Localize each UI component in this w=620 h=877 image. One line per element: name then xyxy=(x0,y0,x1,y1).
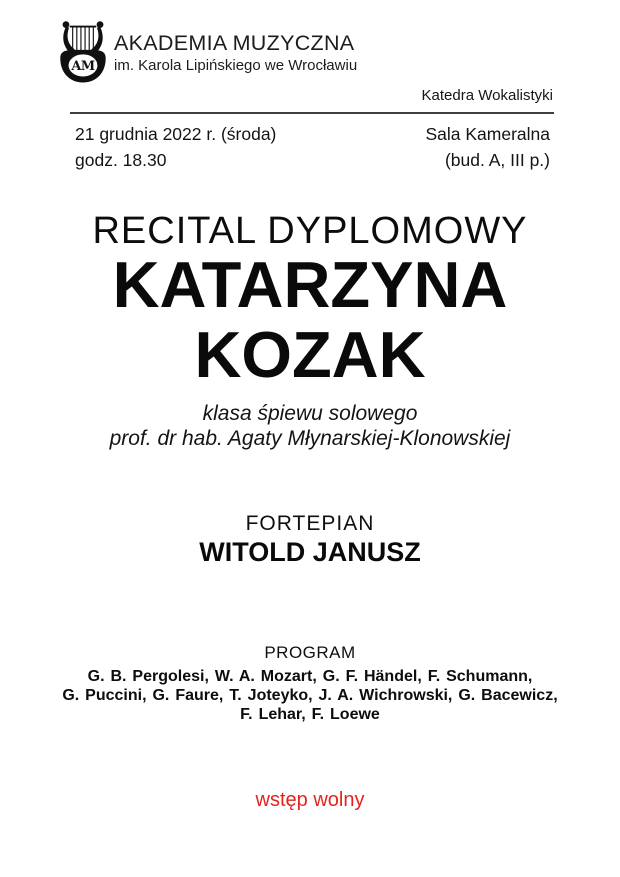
instrument-label: FORTEPIAN xyxy=(245,512,375,535)
lyre-icon xyxy=(57,20,109,84)
program-block xyxy=(0,643,620,724)
program-composers-line: F. Lehar, F. Loewe xyxy=(240,706,380,723)
recital-type-title: RECITAL DYPLOMOWY xyxy=(92,210,528,252)
performer-last-name: KOZAK xyxy=(194,318,426,391)
accompanist-block xyxy=(0,512,620,566)
program-heading: PROGRAM xyxy=(264,643,356,662)
academy-name: AKADEMIA MUZYCZNA xyxy=(114,31,355,55)
voice-class-info xyxy=(0,402,620,451)
event-date: 21 grudnia 2022 r. (środa) xyxy=(75,124,277,144)
accompanist-name: WITOLD JANUSZ xyxy=(199,537,421,567)
logo-monogram: AM xyxy=(71,59,95,75)
program-composers-line: G. Puccini, G. Faure, T. Joteyko, J. A. Wichrowski, G. Bacewicz, xyxy=(62,687,558,704)
department-label: Katedra Wokalistyki xyxy=(421,87,553,104)
program-composers-line: G. B. Pergolesi, W. A. Mozart, G. F. Händel, F. Schumann, xyxy=(87,668,533,685)
class-line-1: klasa śpiewu solowego xyxy=(202,402,418,425)
class-line-2: prof. dr hab. Agaty Młynarskiej-Klonowskiej xyxy=(109,426,511,450)
venue-name: Sala Kameralna xyxy=(425,124,550,144)
event-venue xyxy=(425,121,550,173)
performer-first-name: KATARZYNA xyxy=(112,248,508,321)
venue-detail: (bud. A, III p.) xyxy=(444,150,550,170)
admission-note: wstęp wolny xyxy=(255,789,365,811)
event-datetime xyxy=(75,121,276,173)
header-divider xyxy=(70,112,554,114)
academy-subtitle: im. Karola Lipińskiego we Wrocławiu xyxy=(114,57,358,74)
event-time: godz. 18.30 xyxy=(75,150,167,170)
